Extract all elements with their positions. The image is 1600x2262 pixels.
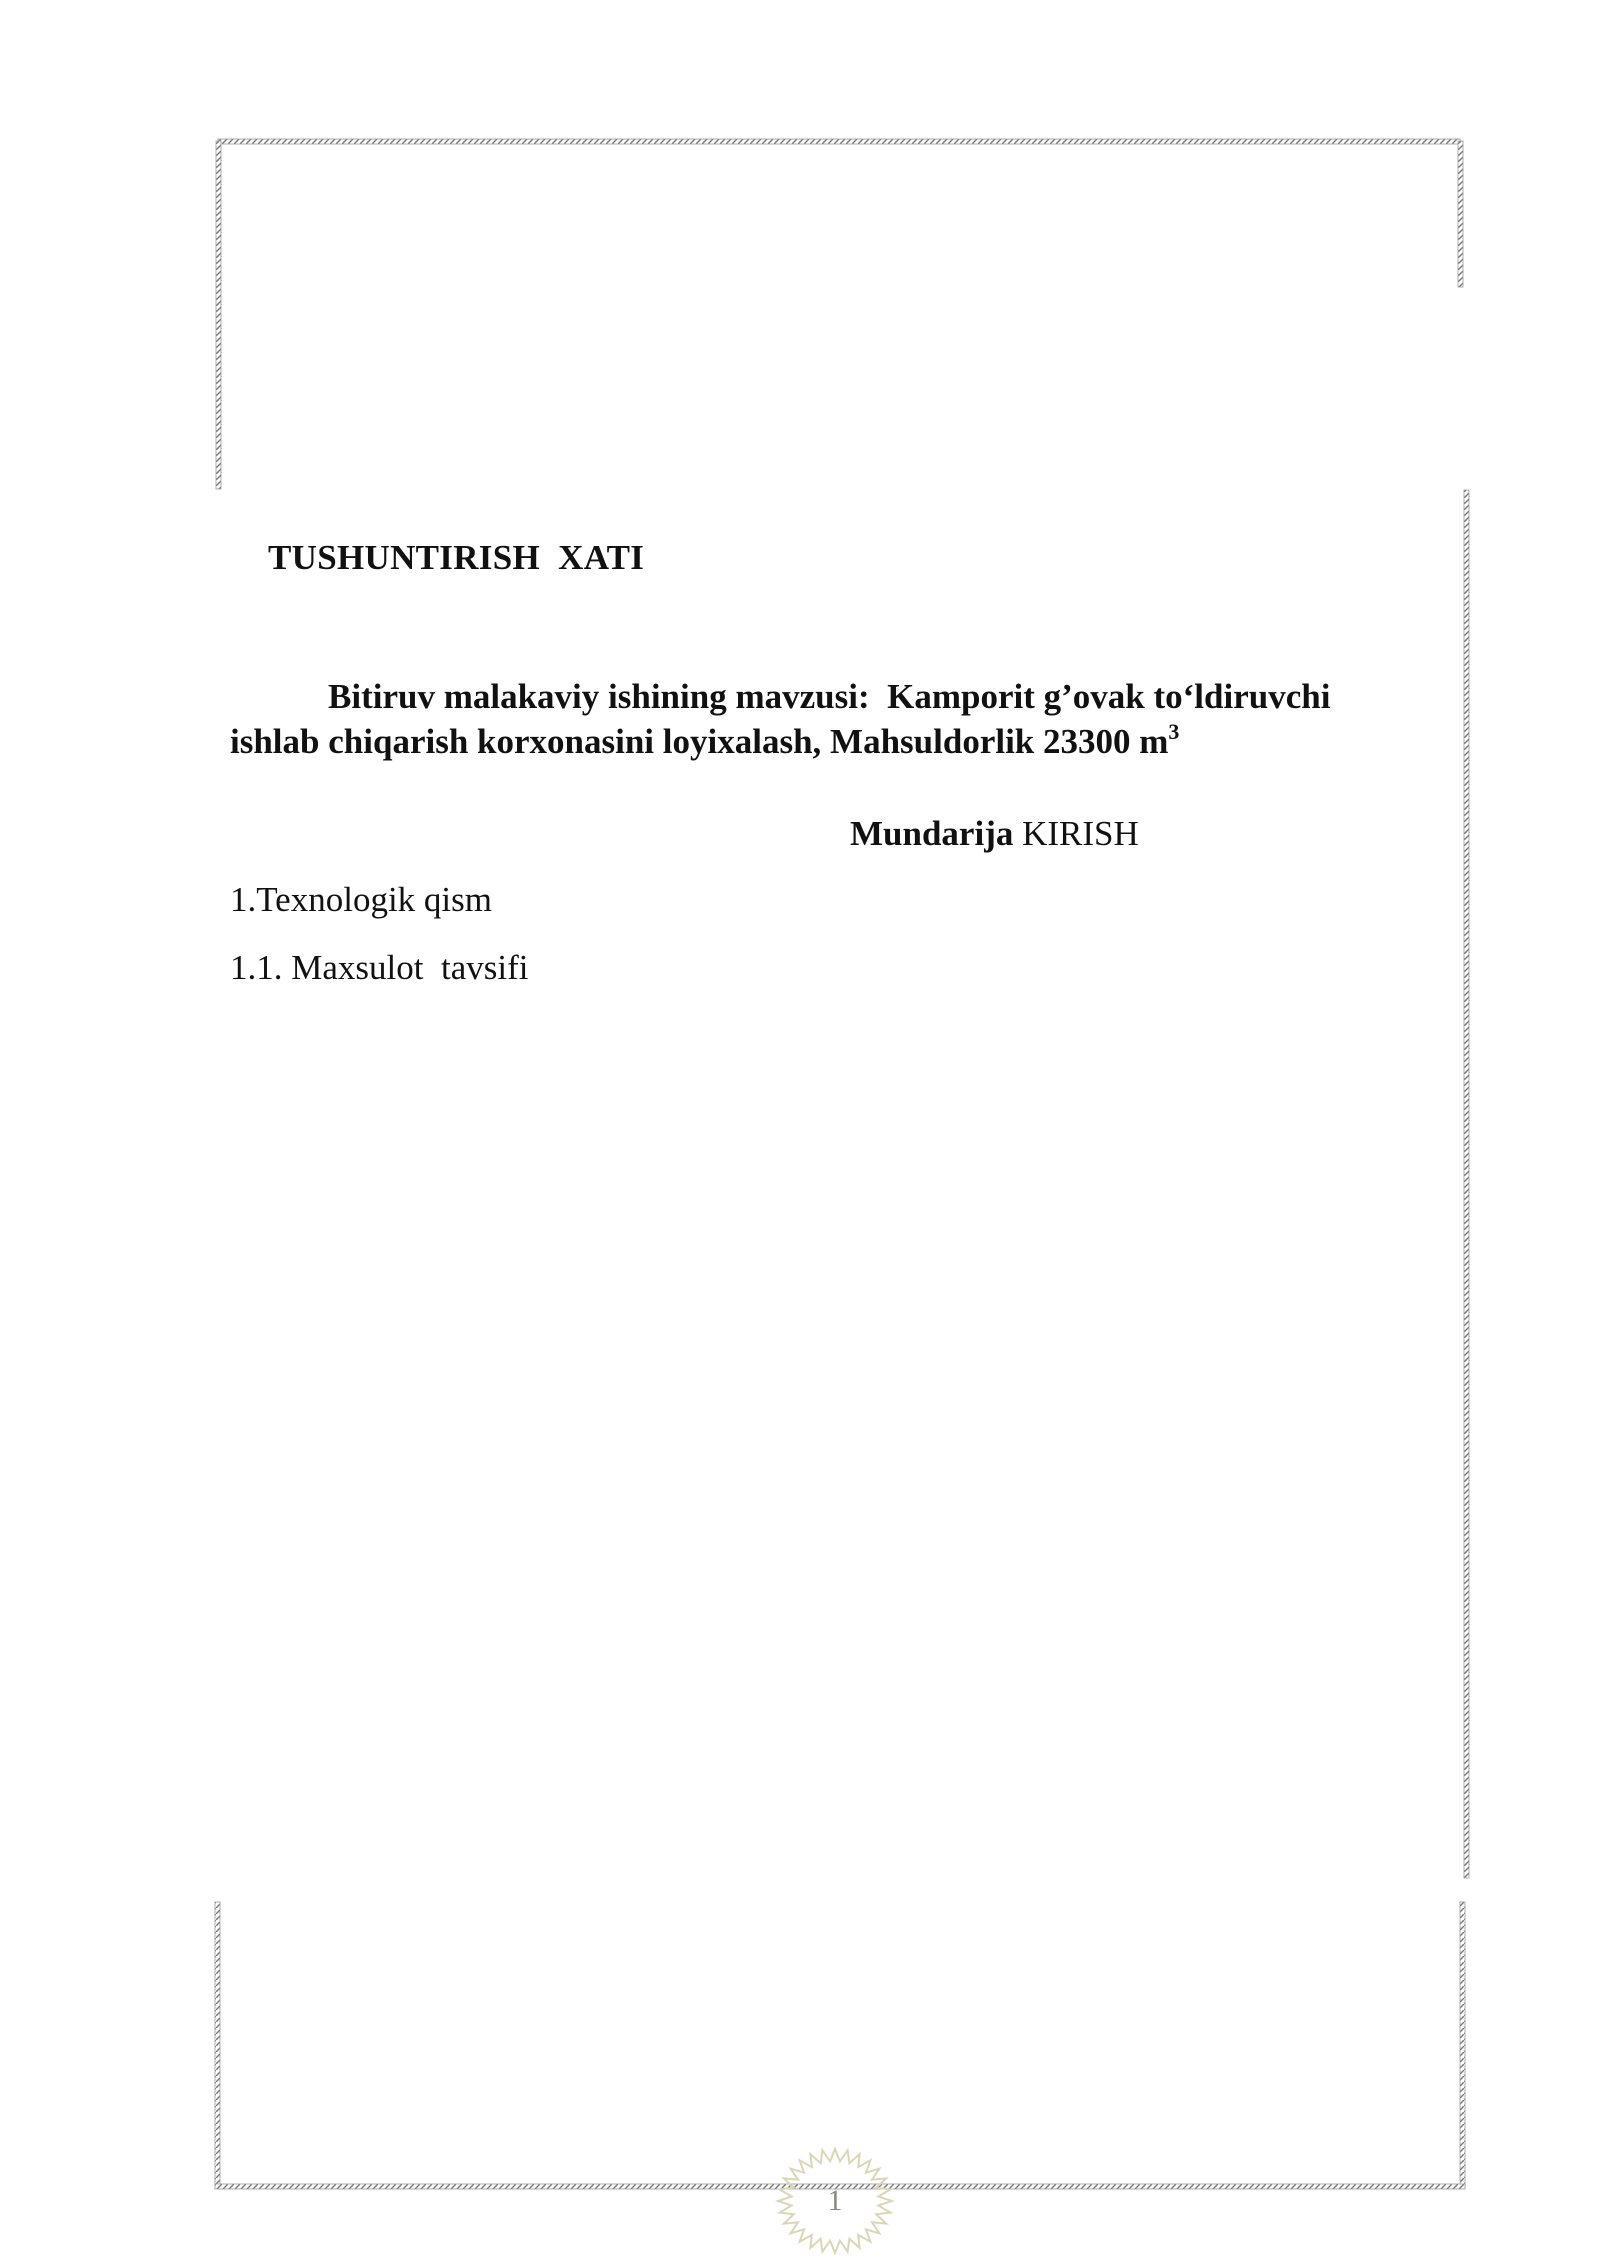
border-right-lower: [1460, 1902, 1465, 2188]
page-number: 1: [827, 2184, 843, 2217]
border-right-upper: [1458, 141, 1463, 287]
toc-item: 1.1. Maxsulot tavsifi: [230, 948, 529, 987]
border-left-upper: [216, 141, 221, 489]
toc-item: 1.Texnologik qism: [230, 880, 492, 919]
contents-label: Mundarija: [850, 814, 1014, 853]
topic-superscript: 3: [1168, 719, 1180, 744]
document-title: TUSHUNTIRISH XATI: [268, 538, 645, 577]
border-right-long: [1464, 490, 1469, 1878]
topic-line-2-text: ishlab chiqarish korxonasini loyixalash, Mahsuldorlik 23300 m: [230, 722, 1169, 761]
border-left-lower: [215, 1902, 220, 2188]
contents-first-entry: KIRISH: [1022, 814, 1139, 853]
topic-line-2: [230, 719, 1410, 764]
page-number-badge: [770, 2146, 900, 2256]
border-top: [218, 139, 1460, 144]
topic-line-1: Bitiruv malakaviy ishining mavzusi: Kamporit g’ovak to‘ldiruvchi: [328, 677, 1331, 716]
thesis-topic: [230, 674, 1410, 764]
contents-heading: [850, 814, 1139, 854]
